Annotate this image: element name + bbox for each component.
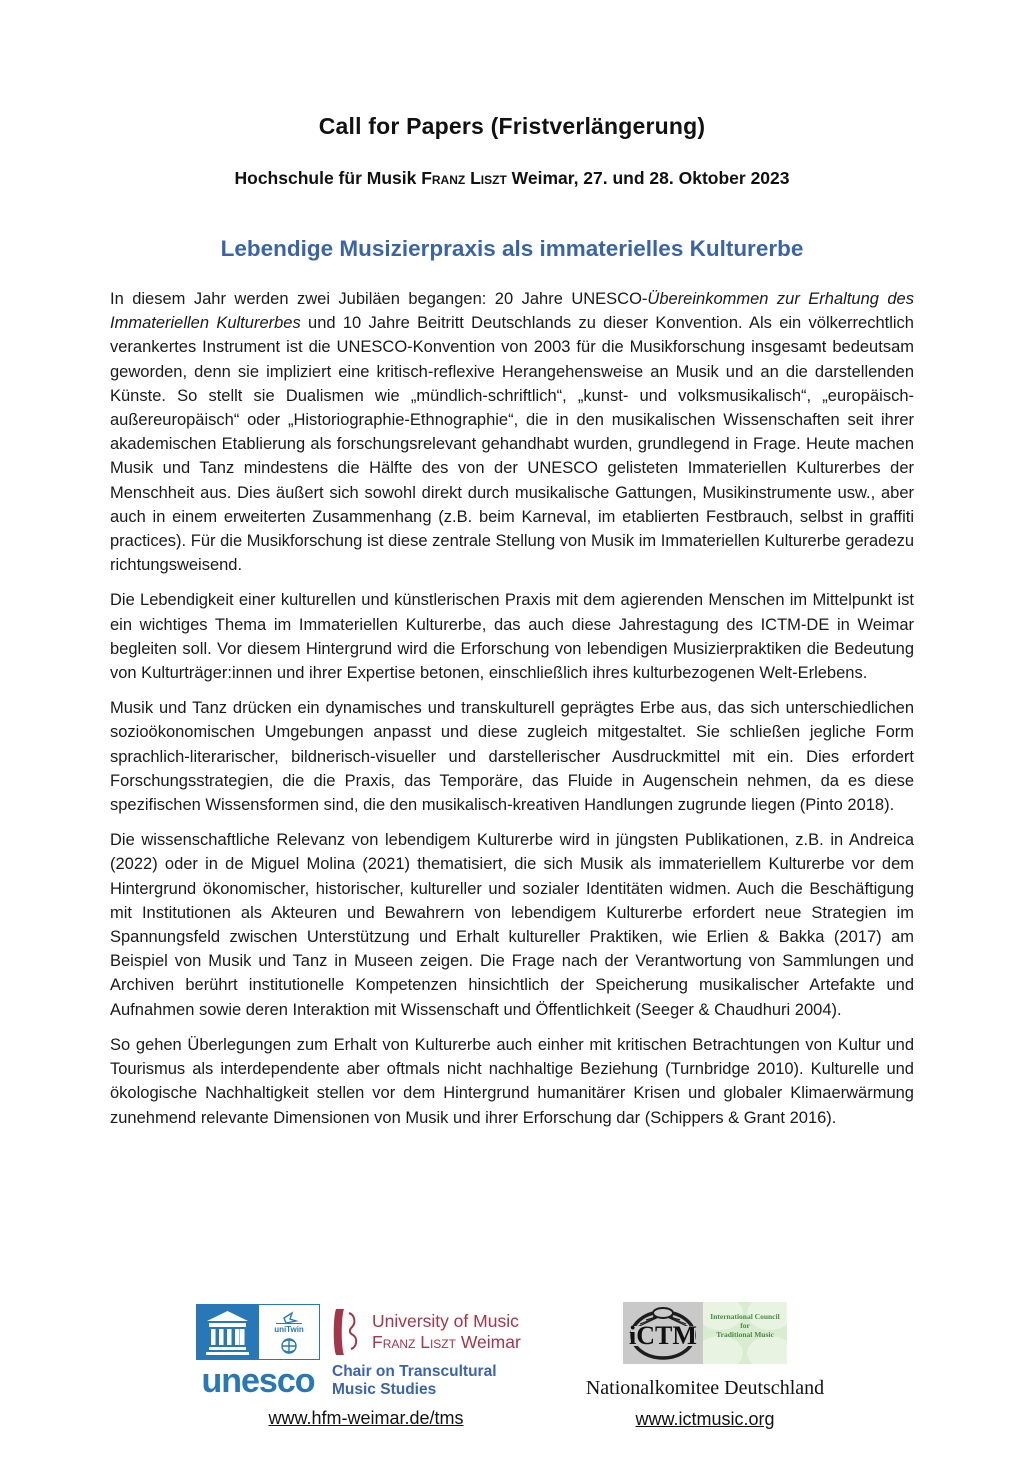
unesco-unitwin-logo-icon — [196, 1304, 320, 1360]
chair-line2: Music Studies — [332, 1381, 437, 1398]
university-weimar: Weimar — [455, 1332, 521, 1352]
ictm-green-line1: International Council — [710, 1312, 780, 1321]
university-franz-liszt: Franz Liszt — [372, 1332, 456, 1352]
subtitle-pre: Hochschule für Musik — [234, 168, 422, 188]
subtitle-post: Weimar, 27. und 28. Oktober 2023 — [506, 168, 790, 188]
paragraph-4: Die wissenschaftliche Relevanz von lebendigem Kulturerbe wird in jüngsten Publikationen, z.B. in Andreica (2022) oder in de Miguel Molina (2021) thematisiert, die sich Musik als immateriellem Kulturerbe vor dem Hintergrund ökonomischer, historischer, kultureller und sozialer Identitäten widmen. Auch die Beschäftigung mit Institutionen als Akteuren und Bewahrern von lebendigem Kulturerbe erfordert neue Strategien im Spannungsfeld zwischen Unterstützung und Erhalt kultureller Praktiken, wie Erlien & Bakka (2017) am Beispiel von Musik und Tanz in Museen zeigen. Die Frage nach der Verantwortung von Sammlungen und Archiven berührt institutionelle Kompetenzen hinsichtlich der Speicherung musikalischer Artefakte und Aufnahmen sowie deren Interaktion mit Wissenschaft und Öffentlichkeit (Seeger & Chaudhuri 2004). — [110, 831, 914, 1019]
page-title: Call for Papers (Fristverlängerung) — [318, 113, 706, 139]
paragraph-1-text-cont: und 10 Jahre Beitritt Deutschlands zu dieser Konvention. Als ein völkerrechtlich verankertes Instrument ist die UNESCO-Konvention von 2003 für die Musikforschung insgesamt bedeutsam geworden, denn sie impliziert eine kritisch-reflexive Herangehensweise an Musik und an die darstellenden Künste. So stellt sie Dualismen wie „mündlich-schriftlich“, „kunst- und volksmusikalisch“, „europäisch-außereuropäisch“ oder „Historiographie-Ethnographie“, die in den musikalischen Wissenschaften seit ihrer akademischen Etablierung als forschungsrelevant gehandhabt wurden, grundlegend in Frage. Heute machen Musik und Tanz mindestens die Hälfte des von der UNESCO gelisteten Immateriellen Kulturerbes der Menschheit aus. Dies äußert sich sowohl direkt durch musikalische Gattungen, Musikinstrumente usw., aber auch in einem erweiterten Zusammenhang (z.B. beim Karneval, im etablierten Festbrauch, selbst in graffiti practices). Für die Musikforschung ist diese zentrale Stellung von Musik im Immateriellen Kulturerbe geradezu richtungsweisend. — [110, 314, 914, 575]
chair-title — [332, 1363, 497, 1399]
paragraph-2: Die Lebendigkeit einer kulturellen und künstlerischen Praxis mit dem agierenden Menschen im Mittelpunkt ist ein wichtiges Thema im Immateriellen Kulturerbe, das auch diese Jahrestagung des ICTM-DE in Weimar begleiten soll. Vor diesem Hintergrund wird die Erforschung von lebendigen Musizierpraktiken die Bedeutung von Kulturträger:innen und ihrer Expertise betonen, einschließlich ihres kulturbezogenen Welt-Erlebens. — [110, 591, 914, 683]
ictm-green-line3: Traditional Music — [716, 1330, 774, 1339]
section-heading: Lebendige Musizierpraxis als immaterielles Kulturerbe — [220, 236, 804, 261]
unitwin-label: uniTwin — [274, 1325, 304, 1334]
unesco-chair-block — [196, 1304, 536, 1429]
national-committee-label: Nationalkomitee Deutschland — [585, 1377, 825, 1399]
chair-line1: Chair on Transcultural — [332, 1363, 497, 1380]
university-name — [372, 1311, 521, 1353]
ictm-logos — [623, 1302, 787, 1364]
hfm-weimar-logo-icon — [332, 1307, 364, 1357]
hfm-weimar-link[interactable]: www.hfm-weimar.de/tms — [268, 1408, 464, 1428]
ictm-green-panel-icon — [703, 1302, 787, 1364]
university-line1: University of Music — [372, 1311, 519, 1331]
ictm-block — [560, 1302, 850, 1430]
footer-logos — [0, 1300, 1024, 1440]
paragraph-1-italic-title: Übereinkommen zur Erhaltung des Immateriellen Kulturerbes — [110, 290, 914, 333]
paragraph-3: Musik und Tanz drücken ein dynamisches und transkulturell geprägtes Erbe aus, das sich unterschiedlichen sozioökonomischen Umgebungen anpasst und diese zugleich mitgestaltet. Sie schließen jegliche Form sprachlich-literarischer, bildnerisch-visueller und darstellerischer Ausdruckmittel mit ein. Dies erfordert Forschungsstrategien, die die Praxis, das Temporäre, das Fluide in Augenschein nehmen, da es diese spezifischen Wissensformen sind, die den musikalisch-kreativen Handlungen zugrunde liegen (Pinto 2018). — [110, 699, 914, 815]
paragraph-5: So gehen Überlegungen zum Erhalt von Kulturerbe auch einher mit kritischen Betrachtungen von Kultur und Tourismus als interdependente aber oftmals nicht nachhaltige Beziehung (Turnbridge 2010). Kulturelle und ökologische Nachhaltigkeit stellen vor dem Hintergrund humanitärer Krisen und globaler Klimaerwärmung zunehmend relevante Dimensionen von Musik und ihrer Erforschung dar (Schippers & Grant 2016). — [110, 1035, 914, 1127]
ictm-logo-icon — [623, 1302, 703, 1364]
ictm-green-line2: for — [740, 1321, 750, 1330]
subtitle-smallcaps: Franz Liszt — [421, 168, 507, 188]
ictm-letters: iCTM — [629, 1321, 697, 1350]
paragraph-1 — [110, 287, 914, 577]
ictm-link[interactable]: www.ictmusic.org — [635, 1409, 775, 1429]
unesco-wordmark: unesco — [201, 1362, 315, 1400]
university-line2 — [372, 1332, 521, 1353]
subtitle — [110, 168, 914, 189]
document-body — [110, 287, 914, 1130]
paragraph-1-text: In diesem Jahr werden zwei Jubiläen begangen: 20 Jahre UNESCO- — [110, 290, 648, 308]
